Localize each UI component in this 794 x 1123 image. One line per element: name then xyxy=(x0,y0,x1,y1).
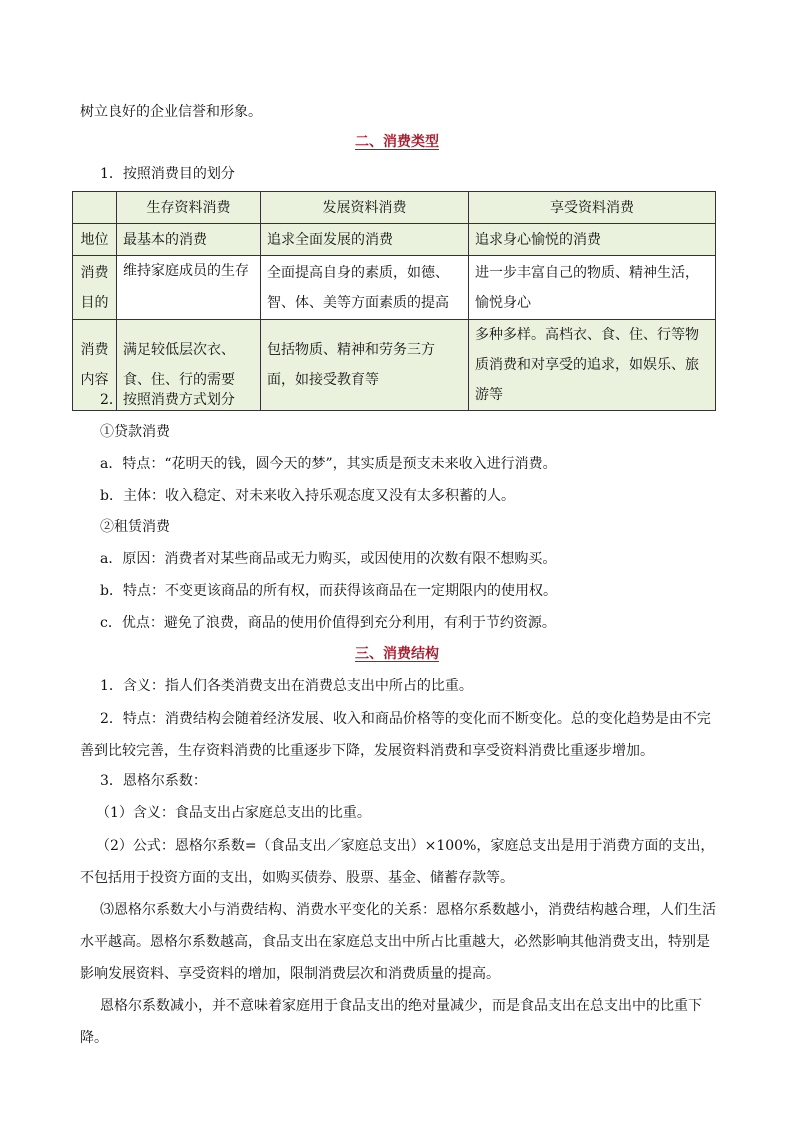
lease-reason: a．原因：消费者对某些商品或无力购买，或因使用的次数有限不想购买。 xyxy=(100,551,557,567)
table-cell: 包括物质、精神和劳务三方面，如接受教育等 xyxy=(261,320,469,411)
lease-feature: b．特点：不变更该商品的所有权，而获得该商品在一定期限内的使用权。 xyxy=(100,583,557,599)
engel-note-paragraph: 恩格尔系数减小，并不意味着家庭用于食品支出的绝对量减少，而是食品支出在总支出中的比重下降。 xyxy=(80,998,702,1046)
table-cell: 最基本的消费 xyxy=(117,224,261,256)
subheading-by-purpose: 1．按照消费目的划分 xyxy=(100,166,235,182)
table-header-cell: 发展资料消费 xyxy=(261,192,469,224)
table-cell: 追求全面发展的消费 xyxy=(261,224,469,256)
structure-feature-paragraph: 2．特点：消费结构会随着经济发展、收入和商品价格等的变化而不断变化。总的变化趋势是由不完善到比较完善，生存资料消费的比重逐步下降，发展资料消费和享受资料消费比重逐步增加。 xyxy=(80,711,711,759)
table-cell: 维持家庭成员的生存 xyxy=(117,256,261,320)
section-title-consumption-structure: 三、消费结构 xyxy=(355,646,439,662)
structure-definition: 1．含义：指人们各类消费支出在消费总支出中所占的比重。 xyxy=(100,678,473,694)
table-header-cell: 生存资料消费 xyxy=(117,192,261,224)
engel-relation-paragraph: ⑶恩格尔系数大小与消费结构、消费水平变化的关系：恩格尔系数越小，消费结构越合理，人们生活水平越高。恩格尔系数越高，食品支出在家庭总支出中所占比重越大，必然影响其他消费支出，特别是影响发展资料、享受资料的增加，限制消费层次和消费质量的提高。 xyxy=(80,902,716,982)
row-head-cell: 消费内容 xyxy=(73,320,117,411)
intro-line: 树立良好的企业信誉和形象。 xyxy=(80,104,262,120)
lease-consumption-title: ②租赁消费 xyxy=(100,519,170,535)
loan-subject: b．主体：收入稳定、对未来收入持乐观态度又没有太多积蓄的人。 xyxy=(100,488,515,504)
table-header-row xyxy=(73,192,716,224)
lease-advantage: c．优点：避免了浪费，商品的使用价值得到充分利用，有利于节约资源。 xyxy=(100,615,556,631)
loan-consumption-title: ①贷款消费 xyxy=(100,424,170,440)
section-title-consumption-types: 二、消费类型 xyxy=(355,134,439,150)
engel-formula-paragraph: （2）公式：恩格尔系数=（食品支出／家庭总支出）×100%，家庭总支出是用于消费方面的支出，不包括用于投资方面的支出，如购买债券、股票、基金、储蓄存款等。 xyxy=(80,838,715,886)
table-cell: 多种多样。高档衣、食、住、行等物质消费和对享受的追求，如娱乐、旅游等 xyxy=(469,320,716,411)
table-cell: 进一步丰富自己的物质、精神生活，愉悦身心 xyxy=(469,256,716,320)
table-row xyxy=(73,224,716,256)
subheading-by-method: 2．按照消费方式划分 xyxy=(100,392,235,408)
table-header-cell xyxy=(73,192,117,224)
table-cell: 满足较低层次衣、食、住、行的需要 xyxy=(117,320,261,411)
table-row xyxy=(73,256,716,320)
loan-feature: a．特点：“花明天的钱，圆今天的梦”，其实质是预支未来收入进行消费。 xyxy=(100,456,557,472)
table-cell: 追求身心愉悦的消费 xyxy=(469,224,716,256)
engel-definition: （1）含义：食品支出占家庭总支出的比重。 xyxy=(96,805,371,821)
table-header-cell: 享受资料消费 xyxy=(469,192,716,224)
consumption-type-table xyxy=(72,191,716,411)
row-head-cell: 地位 xyxy=(73,224,117,256)
engel-heading: 3．恩格尔系数： xyxy=(100,773,207,789)
table-cell: 全面提高自身的素质，如德、智、体、美等方面素质的提高 xyxy=(261,256,469,320)
row-head-cell: 消费目的 xyxy=(73,256,117,320)
